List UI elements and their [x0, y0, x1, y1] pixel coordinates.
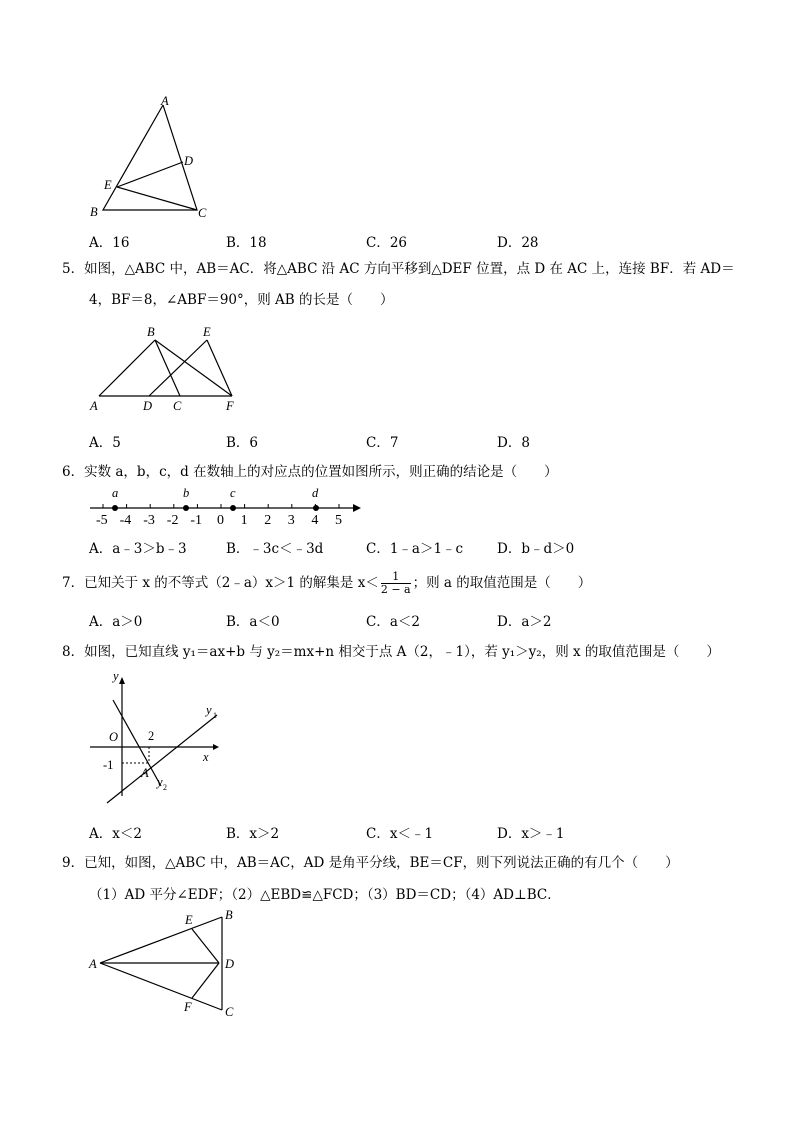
- q6-tick-label: 3: [287, 513, 295, 528]
- q8-label-y: y: [113, 669, 119, 683]
- q8-option-d: D．x＞﹣1: [497, 826, 565, 842]
- q9-label-e: E: [185, 913, 193, 927]
- q4-label-b: B: [90, 205, 98, 219]
- q4-label-c: C: [198, 206, 207, 220]
- q8-label-2: 2: [148, 729, 155, 743]
- q6-point-c: [230, 505, 236, 511]
- q6-label-c: c: [230, 486, 236, 500]
- q6-tick-label: 2: [264, 513, 272, 528]
- q6-option-b: B．﹣3c＜﹣3d: [226, 541, 324, 557]
- q5-option-d: D．8: [497, 435, 530, 451]
- q4-label-d: D: [184, 154, 194, 168]
- q5-label-d: D: [143, 399, 153, 413]
- q6-tick-label: -4: [119, 513, 132, 528]
- q5-label-f: F: [226, 399, 234, 413]
- q6-point-a: [112, 505, 118, 511]
- q8-label-y1: y: [206, 703, 212, 717]
- q7-option-a: A．a＞0: [89, 614, 143, 630]
- q9-question-line2: （1）AD 平分∠EDF；（2）△EBD≌△FCD；（3）BD＝CD；（4）AD⊥BC．: [89, 887, 561, 903]
- q6-tick-label: 1: [240, 513, 248, 528]
- q8-label-x: x: [203, 750, 209, 764]
- q6-tick-label: 0: [217, 513, 224, 528]
- q5-figure: [85, 322, 245, 417]
- q8-label-a: A: [141, 766, 149, 780]
- q9-question-line1: 9．已知，如图，△ABC 中，AB＝AC，AD 是角平分线，BE＝CF，则下列说法正确的有几个（ ）: [62, 855, 679, 871]
- q5-label-a: A: [90, 399, 98, 413]
- q9-label-b: B: [225, 908, 233, 922]
- q4-option-a: A．16: [89, 235, 130, 251]
- q5-question-line2: 4，BF＝8，∠ABF＝90°，则 AB 的长是（ ）: [89, 292, 394, 308]
- q5-option-b: B．6: [226, 435, 259, 451]
- q7-option-c: C．a＜2: [366, 614, 420, 630]
- q9-label-a: A: [89, 957, 97, 971]
- q6-tick-label: -2: [166, 513, 179, 528]
- q7-option-b: B．a＜0: [226, 614, 280, 630]
- q6-tick-label: 5: [335, 513, 342, 528]
- q5-label-c: C: [173, 399, 182, 413]
- q6-tick-label: 4: [311, 513, 319, 528]
- q5-question-line1: 5．如图，△ABC 中，AB＝AC．将△ABC 沿 AC 方向平移到△DEF 位置，点 D 在 AC 上，连接 BF．若 AD＝: [62, 261, 735, 277]
- q8-label-neg1: -1: [103, 758, 114, 772]
- q9-label-c: C: [225, 1005, 234, 1019]
- q7-question: [62, 568, 591, 598]
- q6-label-b: b: [183, 486, 190, 500]
- q9-label-f: F: [184, 1000, 192, 1014]
- q7-text-after: ；则 a 的取值范围是（ ）: [412, 575, 592, 591]
- q7-fraction: [381, 571, 411, 596]
- q8-option-a: A．x＜2: [89, 826, 142, 842]
- q6-tick-label: -1: [190, 513, 203, 528]
- q6-label-d: d: [312, 486, 319, 500]
- q5-option-a: A．5: [89, 435, 121, 451]
- q6-option-a: A．a﹣3＞b﹣3: [89, 541, 187, 557]
- q5-label-b: B: [147, 325, 155, 339]
- q4-option-c: C．26: [366, 235, 408, 251]
- q4-label-a: A: [161, 94, 169, 108]
- q7-option-d: D．a＞2: [497, 614, 552, 630]
- q6-tick-label: -5: [96, 513, 108, 528]
- q4-figure: [85, 95, 215, 225]
- q6-point-d: [313, 505, 319, 511]
- q6-option-c: C．1﹣a＞1﹣c: [366, 541, 464, 557]
- q8-label-y2: y: [157, 775, 163, 789]
- q6-point-b: [183, 505, 189, 511]
- q8-label-o: O: [109, 730, 119, 744]
- q6-option-d: D．b﹣d＞0: [497, 541, 575, 557]
- q4-option-b: B．18: [226, 235, 267, 251]
- q4-label-e: E: [104, 178, 112, 192]
- q5-option-c: C．7: [366, 435, 399, 451]
- q6-number-line: [85, 484, 365, 528]
- q8-figure: [85, 666, 235, 806]
- q6-question-text: 6．实数 a，b，c，d 在数轴上的对应点的位置如图所示，则正确的结论是（ ）: [62, 464, 558, 480]
- q7-frac-denominator: 2 − a: [380, 583, 411, 596]
- q4-option-d: D．28: [497, 235, 539, 251]
- q8-question-text: 8．如图，已知直线 y₁＝ax+b 与 y₂＝mx+n 相交于点 A（2，﹣1），若 y₁＞y₂，则 x 的取值范围是（ ）: [62, 644, 720, 660]
- q6-tick-label: -3: [143, 513, 155, 528]
- q8-option-c: C．x＜﹣1: [366, 826, 434, 842]
- q8-label-y2-sub: 2: [163, 783, 167, 792]
- q9-figure: [85, 905, 245, 1030]
- q9-label-d: D: [225, 957, 235, 971]
- q7-text-before: 7．已知关于 x 的不等式（2﹣a）x＞1 的解集是 x＜: [62, 575, 379, 591]
- q8-option-b: B．x＞2: [226, 826, 280, 842]
- q5-label-e: E: [203, 325, 211, 339]
- q8-label-y1-sub: 1: [213, 711, 217, 720]
- q6-label-a: a: [112, 486, 119, 500]
- q7-frac-numerator: 1: [392, 570, 400, 583]
